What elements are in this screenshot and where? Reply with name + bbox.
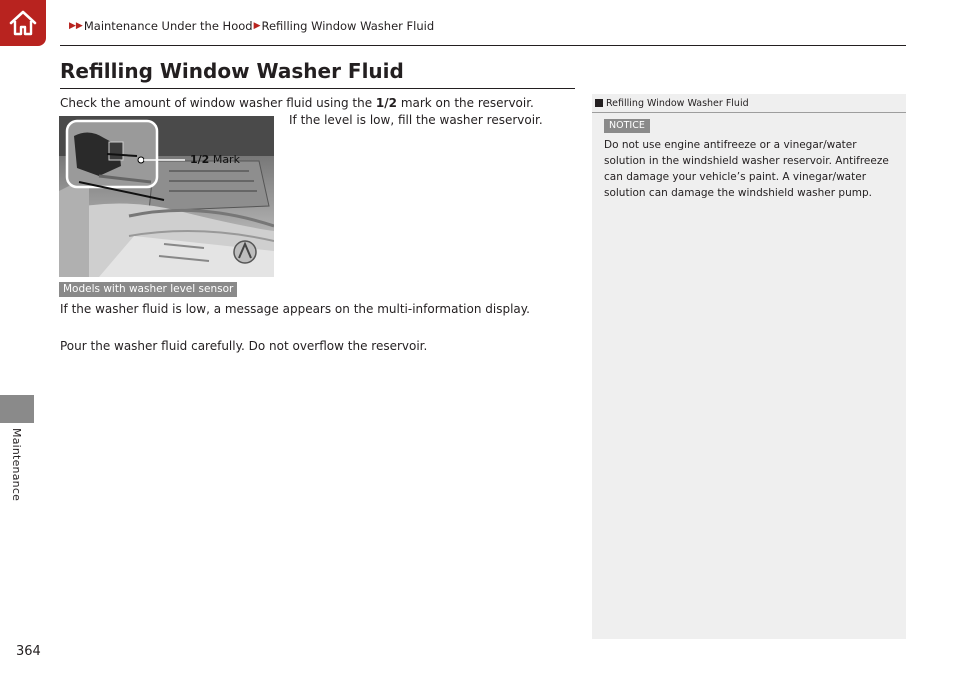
breadcrumb xyxy=(68,19,434,33)
washer-reservoir-photo xyxy=(59,116,274,277)
callout-bold-half: 1/2 xyxy=(190,153,210,166)
pour-paragraph: Pour the washer fluid carefully. Do not overflow the reservoir. xyxy=(60,339,428,353)
home-button[interactable] xyxy=(0,0,46,46)
half-mark-callout xyxy=(190,153,240,166)
breadcrumb-current[interactable]: Refilling Window Washer Fluid xyxy=(261,19,435,33)
triangle-right-icon: ▶▶ xyxy=(69,21,83,31)
section-tab-marker[interactable] xyxy=(0,395,34,423)
intro-bold-half: 1/2 xyxy=(375,96,397,110)
notes-heading-text: Refilling Window Washer Fluid xyxy=(606,97,749,109)
title-divider xyxy=(60,88,575,89)
notice-badge: NOTICE xyxy=(604,119,650,133)
models-badge: Models with washer level sensor xyxy=(59,282,237,297)
triangle-right-icon: ▶ xyxy=(253,21,261,31)
engine-bay-illustration xyxy=(59,116,274,277)
page-title: Refilling Window Washer Fluid xyxy=(60,59,404,83)
sensor-paragraph: If the washer fluid is low, a message appears on the multi-information display. xyxy=(60,302,530,316)
intro-line-2: If the level is low, fill the washer reservoir. xyxy=(289,113,543,127)
section-label: Maintenance xyxy=(10,428,23,502)
breadcrumb-link-maintenance-under-the-hood[interactable]: Maintenance Under the Hood xyxy=(83,19,253,33)
notes-heading xyxy=(592,94,906,113)
home-icon xyxy=(8,9,38,37)
intro-text-1: Check the amount of window washer fluid using the xyxy=(60,96,376,110)
note-marker-icon xyxy=(595,99,603,107)
notes-panel xyxy=(592,94,906,639)
callout-mark-text: Mark xyxy=(212,153,240,166)
intro-paragraph xyxy=(60,96,534,110)
page-number: 364 xyxy=(16,644,41,659)
header-divider xyxy=(60,45,906,46)
notice-text: Do not use engine antifreeze or a vinegar/water solution in the windshield washer reservoir. Antifreeze can damage your vehicle’s paint. A vinegar/water solution can damage the windshield washer pump. xyxy=(604,139,889,199)
intro-text-2: mark on the reservoir. xyxy=(397,96,534,110)
